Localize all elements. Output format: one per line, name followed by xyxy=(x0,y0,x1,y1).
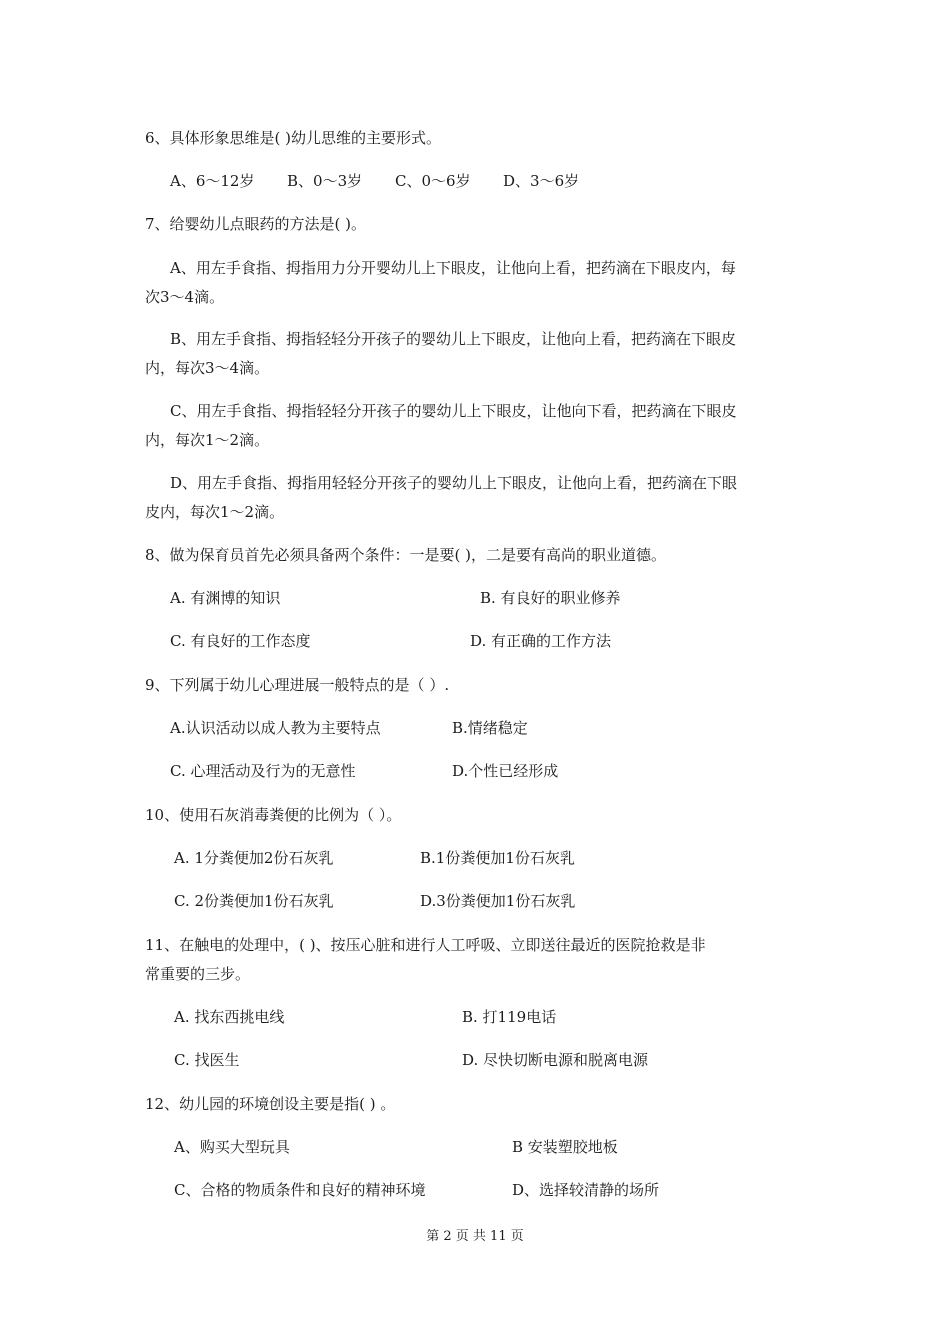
question-11-option-d: D. 尽快切断电源和脱离电源 xyxy=(462,1051,649,1069)
question-10-option-b: B.1份粪便加1份石灰乳 xyxy=(420,849,575,867)
question-11-stem-line-2: 常重要的三步。 xyxy=(145,965,251,983)
question-10-option-a: A. 1分粪便加2份石灰乳 xyxy=(174,849,334,867)
question-7-option-a-line-1: A、用左手食指、拇指用力分开婴幼儿上下眼皮，让他向上看，把药滴在下眼皮内，每 xyxy=(170,259,736,277)
question-6-option-b: B、0～3岁 xyxy=(287,172,363,190)
question-6-option-c: C、0～6岁 xyxy=(395,172,471,190)
question-12-option-b: B 安装塑胶地板 xyxy=(512,1138,618,1156)
question-6-stem: 6、具体形象思维是( )幼儿思维的主要形式。 xyxy=(145,129,442,147)
question-7-option-c-line-2: 内，每次1～2滴。 xyxy=(145,431,270,449)
question-7-option-d-line-2: 皮内，每次1～2滴。 xyxy=(145,503,285,521)
question-6-option-d: D、3～6岁 xyxy=(503,172,580,190)
question-12-stem: 12、幼儿园的环境创设主要是指( ) 。 xyxy=(145,1095,396,1113)
question-10-option-c: C. 2份粪便加1份石灰乳 xyxy=(174,892,334,910)
question-11-option-c: C. 找医生 xyxy=(174,1051,240,1069)
question-8-stem: 8、做为保育员首先必须具备两个条件：一是要( )，二是要有高尚的职业道德。 xyxy=(145,546,667,564)
question-7-stem: 7、给婴幼儿点眼药的方法是( )。 xyxy=(145,215,367,233)
question-11-option-a: A. 找东西挑电线 xyxy=(174,1008,285,1026)
question-9-option-c: C. 心理活动及行为的无意性 xyxy=(170,762,356,780)
question-9-option-b: B.情绪稳定 xyxy=(452,719,528,737)
page-number: 第 2 页 共 11 页 xyxy=(426,1229,524,1244)
question-10-option-d: D.3份粪便加1份石灰乳 xyxy=(420,892,576,910)
question-8-option-d: D. 有正确的工作方法 xyxy=(470,632,612,650)
question-12-option-a: A、购买大型玩具 xyxy=(174,1138,290,1156)
question-6-option-a: A、6～12岁 xyxy=(170,172,255,190)
question-7-option-b-line-2: 内，每次3～4滴。 xyxy=(145,359,270,377)
question-9-stem: 9、下列属于幼儿心理进展一般特点的是（ ）. xyxy=(145,676,450,694)
question-9-option-a: A.认识活动以成人教为主要特点 xyxy=(170,719,381,737)
question-7-option-c-line-1: C、用左手食指、拇指轻轻分开孩子的婴幼儿上下眼皮，让他向下看，把药滴在下眼皮 xyxy=(170,402,737,420)
question-7-option-b-line-1: B、用左手食指、拇指轻轻分开孩子的婴幼儿上下眼皮，让他向上看，把药滴在下眼皮 xyxy=(170,330,737,348)
question-11-stem-line-1: 11、在触电的处理中，( )、按压心脏和进行人工呼吸、立即送往最近的医院抢救是非 xyxy=(145,936,706,954)
question-12-option-d: D、选择较清静的场所 xyxy=(512,1181,660,1199)
question-8-option-a: A. 有渊博的知识 xyxy=(170,589,281,607)
question-12-option-c: C、合格的物质条件和良好的精神环境 xyxy=(174,1181,426,1199)
question-8-option-b: B. 有良好的职业修养 xyxy=(480,589,621,607)
question-10-stem: 10、使用石灰消毒粪便的比例为（ ）。 xyxy=(145,806,402,824)
question-8-option-c: C. 有良好的工作态度 xyxy=(170,632,311,650)
question-11-option-b: B. 打119电话 xyxy=(462,1008,557,1026)
question-7-option-a-line-2: 次3～4滴。 xyxy=(145,288,225,306)
question-7-option-d-line-1: D、用左手食指、拇指用轻轻分开孩子的婴幼儿上下眼皮，让他向上看，把药滴在下眼 xyxy=(170,474,738,492)
question-9-option-d: D.个性已经形成 xyxy=(452,762,559,780)
